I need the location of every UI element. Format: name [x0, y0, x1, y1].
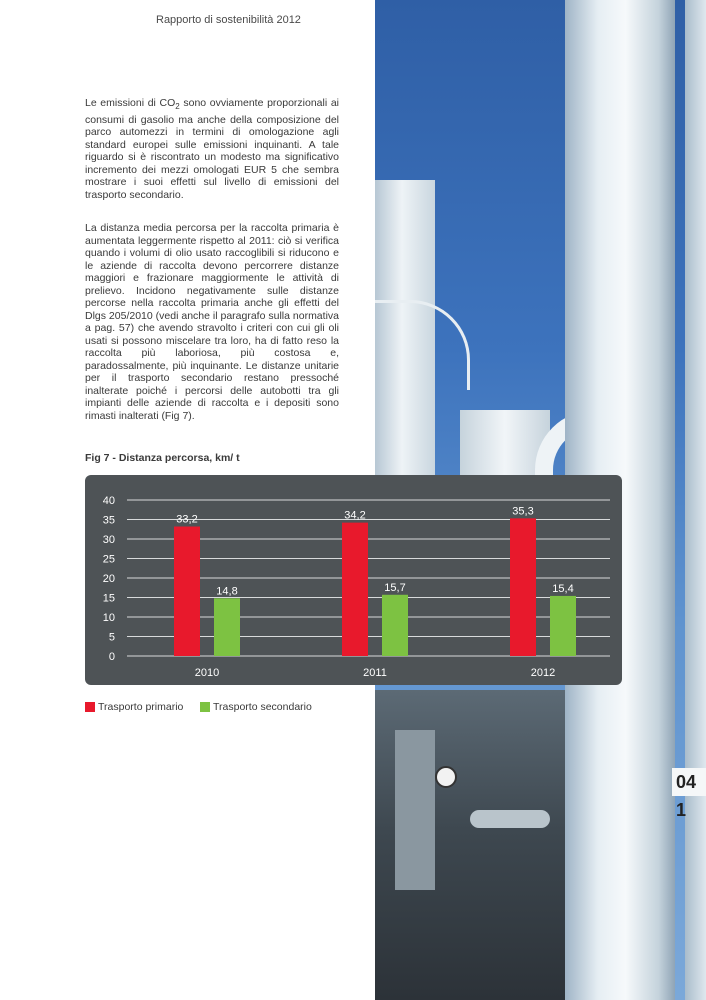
- y-tick-label-20: 20: [102, 573, 115, 585]
- paragraph-distance: La distanza media percorsa per la raccolta primaria è aumentata leggermente rispetto al 2011: ciò si verifica quando i volumi di olio usato raccoglibili si riducono e le aziende di raccolta devono percorrere distanze maggiori e frazionare maggiormente le attività di prelievo. Incidono negativamente sulle distanze percorse nella raccolta primaria anche gli effetti del Dlgs 205/2010 (vedi anche il paragrafo sulla normativa a pag. 57) che avendo stravolto i criteri con cui gli oli usati si possono miscelare tra loro, ha di fatto reso la raccolta più laboriosa, più costosa e, paradossalmente, più inquinante. Le distanze unitarie per il trasporto secondario restano pressoché inalterate poiché i percorsi delle autobotti tra gli impianti delle aziende di raccolta e i depositi sono rimasti inalterati (Fig 7).: [85, 222, 339, 422]
- data-label-secondary-2010: 14,8: [216, 585, 238, 598]
- bar-primary-2012: [510, 518, 536, 656]
- para1-rest: sono ovviamente proporzionali ai consumi di gasolio ma anche della composizione del parco automezzi in termini di omologazione agli standard europei sulle emissioni inquinanti. A tale riguardo si è riscontrato un modesto ma significativo incremento dei mezzi omologati EUR 5 che sembra mostrare i suoi effetti sul livello di emissioni del trasporto secondario.: [85, 97, 339, 201]
- valve-column: [395, 730, 435, 890]
- y-tick-label-30: 30: [102, 534, 115, 546]
- para1-prefix: Le emissioni di CO: [85, 97, 176, 109]
- bar-primary-2011: [342, 523, 368, 656]
- bar-chart: [85, 475, 622, 685]
- y-tick-label-10: 10: [102, 612, 115, 624]
- y-tick-label-5: 5: [108, 631, 115, 644]
- bar-secondary-2010: [214, 598, 240, 656]
- legend-swatch-secondary: [200, 702, 210, 712]
- data-label-secondary-2011: 15,7: [384, 581, 406, 594]
- bar-secondary-2012: [550, 596, 576, 656]
- y-tick-label-25: 25: [102, 553, 115, 566]
- bar-secondary-2011: [382, 595, 408, 656]
- pipe-sign: 04 1: [672, 768, 706, 796]
- x-tick-label-2012: 2012: [530, 667, 556, 679]
- tank-railing: [375, 300, 470, 390]
- x-tick-label-2010: 2010: [194, 667, 220, 679]
- legend-label-secondary: Trasporto secondario: [213, 701, 312, 713]
- data-label-primary-2010: 33,2: [176, 513, 198, 526]
- plant-machinery: [375, 690, 565, 1000]
- legend-label-primary: Trasporto primario: [98, 701, 184, 713]
- paragraph-emissions: [85, 97, 339, 201]
- data-label-primary-2011: 34,2: [344, 509, 366, 522]
- pressure-gauge-icon: [435, 766, 457, 788]
- y-tick-label-40: 40: [102, 495, 115, 507]
- header-title: Rapporto di sostenibilità 2012: [156, 14, 301, 26]
- y-tick-label-0: 0: [108, 651, 115, 663]
- chart-panel: [85, 475, 622, 685]
- data-label-primary-2012: 35,3: [512, 505, 534, 518]
- x-tick-label-2011: 2011: [363, 667, 387, 679]
- y-tick-label-35: 35: [102, 514, 115, 527]
- right-pipe: [685, 0, 706, 1000]
- legend-swatch-primary: [85, 702, 95, 712]
- horizontal-pipe: [470, 810, 550, 828]
- co2-subscript: 2: [175, 102, 180, 112]
- data-label-secondary-2012: 15,4: [552, 582, 574, 595]
- bar-primary-2010: [174, 527, 200, 656]
- figure-title: Fig 7 - Distanza percorsa, km/ t: [85, 452, 240, 464]
- y-tick-label-15: 15: [102, 592, 115, 605]
